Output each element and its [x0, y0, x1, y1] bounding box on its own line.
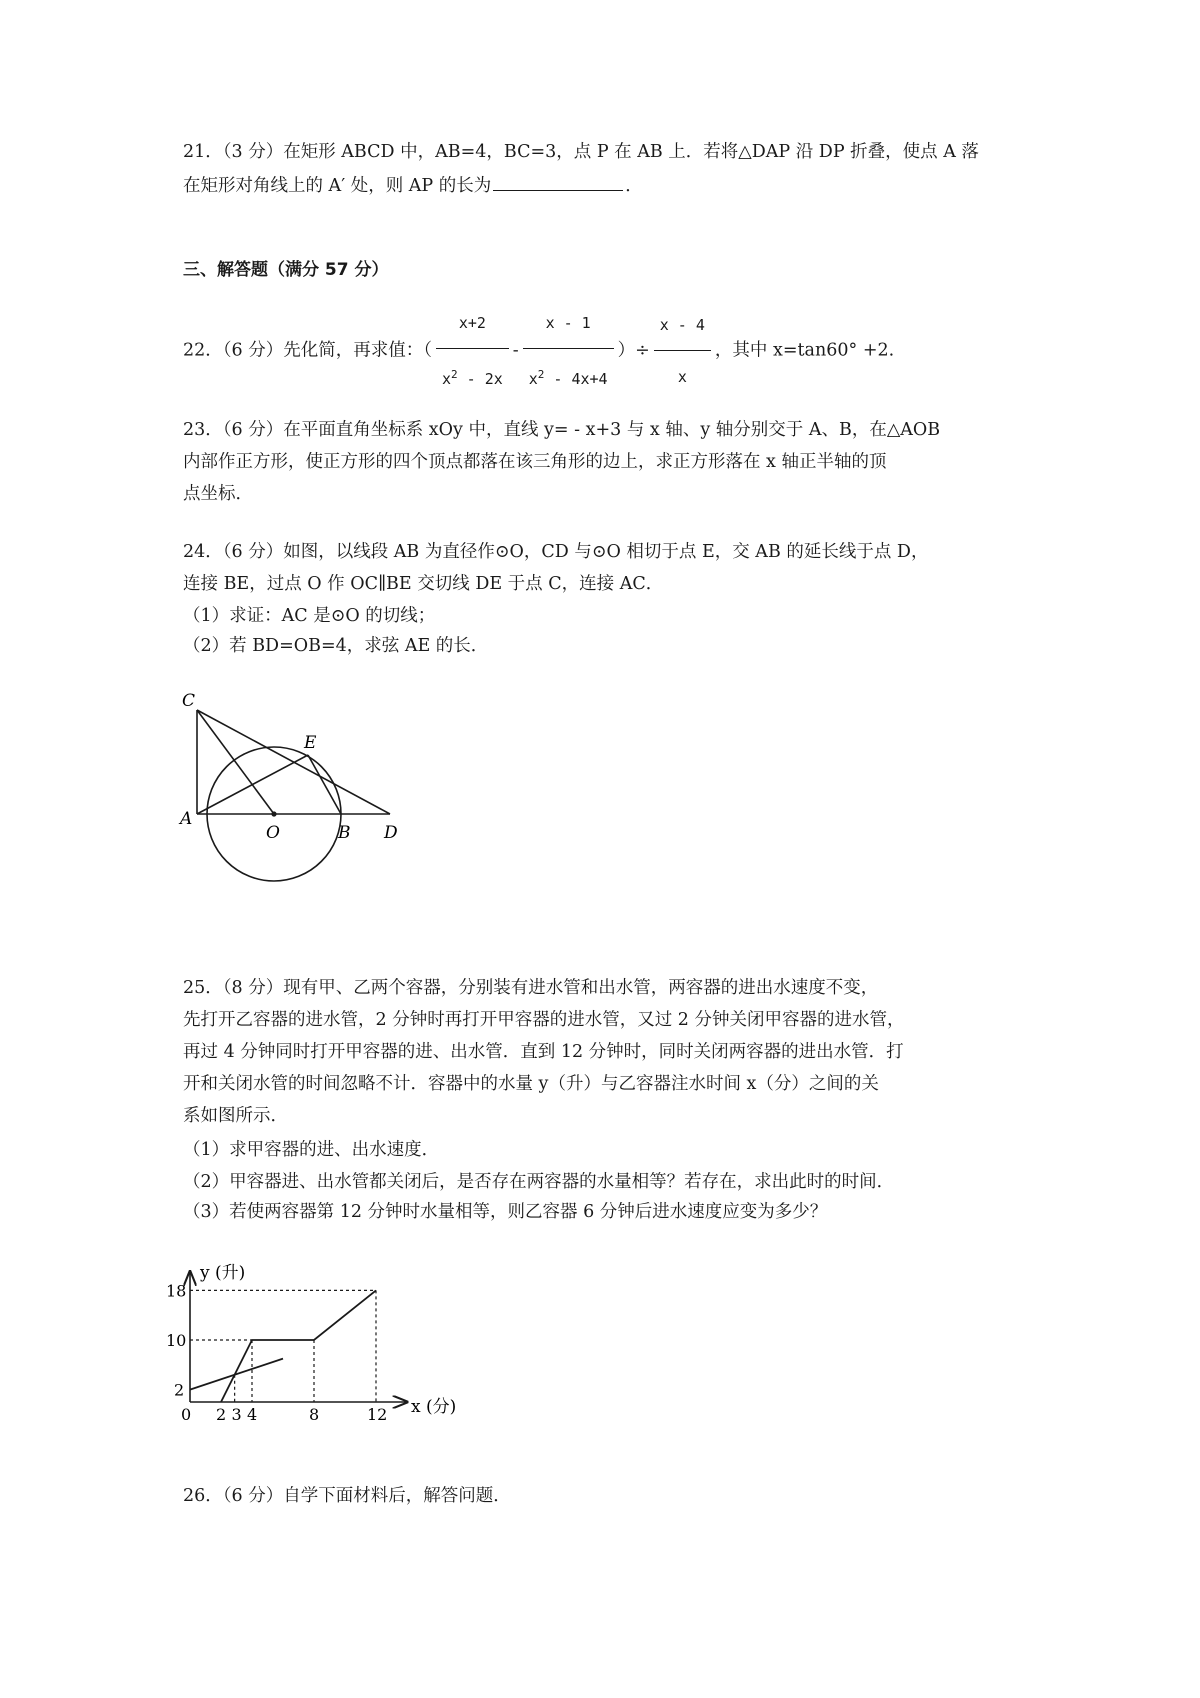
q25-line5: 系如图所示． — [183, 1106, 288, 1126]
q24-line4: （2）若 BD=OB=4，求弦 AE 的长． — [183, 636, 489, 656]
q22-fraction-2 — [523, 300, 614, 402]
q21-line1: 21．（3 分）在矩形 ABCD 中，AB=4，BC=3，点 P 在 AB 上．若将△DAP 沿 DP 折叠，使点 A 落 — [183, 142, 979, 162]
y-tick-labels — [166, 1281, 186, 1399]
q25-line8: （3）若使两容器第 12 分钟时水量相等，则乙容器 6 分钟后进水速度应变为多少？ — [183, 1202, 828, 1222]
label-c: C — [182, 691, 196, 711]
dashed-guides — [190, 1290, 376, 1402]
q22-prefix: 22．（6 分）先化简，再求值：（ — [183, 340, 432, 361]
q26-line1: 26．（6 分）自学下面材料后，解答问题． — [183, 1486, 511, 1506]
x-tick-4: 4 — [247, 1405, 258, 1424]
q24-line3: （1）求证：AC 是⊙O 的切线； — [183, 606, 436, 626]
x-tick-0: 0 — [181, 1405, 192, 1424]
x-tick-3: 3 — [231, 1405, 242, 1424]
series-lines — [190, 1290, 376, 1402]
label-b: B — [338, 823, 351, 843]
q22-f1-numerator: x+2 — [436, 300, 509, 349]
q22-f3-numerator: x - 4 — [654, 302, 711, 351]
x-tick-2: 2 — [216, 1405, 227, 1424]
q22-fraction-1 — [436, 300, 509, 402]
q22-line — [183, 300, 894, 402]
answer-blank — [493, 172, 623, 191]
y-tick-10: 10 — [166, 1331, 187, 1350]
q23-line1: 23．（6 分）在平面直角坐标系 xOy 中，直线 y= - x+3 与 x 轴、y 轴分别交于 A、B，在△AOB — [183, 420, 941, 440]
q22-f1-den-a: x — [441, 370, 451, 388]
circle-tangent-figure — [180, 690, 440, 930]
water-volume-chart — [166, 1234, 520, 1434]
q25-line2: 先打开乙容器的进水管，2 分钟时再打开甲容器的进水管，又过 2 分钟关闭甲容器的进水管， — [183, 1010, 905, 1030]
q22-f2-den-a: x — [528, 370, 538, 388]
q22-close-div: ）÷ — [617, 340, 650, 361]
series-line-1 — [221, 1290, 376, 1402]
q25-line6: （1）求甲容器的进、出水速度． — [183, 1140, 440, 1160]
series-line-2 — [190, 1359, 283, 1390]
q22-fraction-3 — [654, 302, 711, 400]
q21-line2-end: ． — [625, 176, 643, 196]
q22-f2-numerator: x - 1 — [523, 300, 614, 349]
q23-line2: 内部作正方形，使正方形的四个顶点都落在该三角形的边上，求正方形落在 x 轴正半轴的顶 — [183, 452, 887, 472]
label-e: E — [304, 733, 317, 753]
q23-line3: 点坐标． — [183, 484, 253, 504]
q22-f1-den-sup: 2 — [451, 368, 458, 381]
q25-line4: 开和关闭水管的时间忽略不计．容器中的水量 y（升）与乙容器注水时间 x（分）之间的关 — [183, 1074, 879, 1094]
q21-line2 — [183, 172, 643, 198]
q25-line7: （2）甲容器进、出水管都关闭后，是否存在两容器的水量相等？若存在，求出此时的时间． — [183, 1172, 895, 1192]
y-axis-label: y (升) — [200, 1262, 246, 1283]
q22-suffix: ，其中 x=tan60° +2. — [714, 340, 895, 361]
label-d: D — [384, 823, 398, 843]
q24-line1: 24．（6 分）如图，以线段 AB 为直径作⊙O，CD 与⊙O 相切于点 E，交 AB 的延长线于点 D， — [183, 542, 929, 562]
label-a: A — [180, 809, 193, 829]
label-o: O — [266, 823, 280, 843]
y-tick-2: 2 — [174, 1380, 185, 1400]
y-tick-18: 18 — [166, 1281, 187, 1301]
x-tick-12: 12 — [367, 1405, 388, 1424]
q25-line1: 25．（8 分）现有甲、乙两个容器，分别装有进水管和出水管，两容器的进出水速度不变， — [183, 978, 879, 998]
q22-f1-denominator — [436, 349, 509, 402]
x-tick-labels — [181, 1405, 387, 1424]
q25-line3: 再过 4 分钟同时打开甲容器的进、出水管．直到 12 分钟时，同时关闭两容器的进出水管．打 — [183, 1042, 904, 1062]
q22-f3-denominator: x — [677, 368, 687, 386]
q22-f2-den-sup: 2 — [537, 368, 545, 381]
x-tick-8: 8 — [309, 1405, 320, 1424]
section-title: 三、解答题（满分 57 分） — [183, 260, 389, 280]
q22-minus: - — [512, 340, 519, 361]
q22-f1-den-b: - 2x — [457, 370, 503, 388]
q24-line2: 连接 BE，过点 O 作 OC∥BE 交切线 DE 于点 C，连接 AC． — [183, 574, 664, 594]
q22-f2-den-b: - 4x+4 — [544, 370, 608, 388]
x-axis-label: x (分) — [411, 1397, 457, 1417]
center-point — [271, 811, 276, 816]
q22-f2-denominator — [523, 349, 614, 402]
q21-line2-text: 在矩形对角线上的 A′ 处，则 AP 的长为 — [183, 176, 492, 196]
